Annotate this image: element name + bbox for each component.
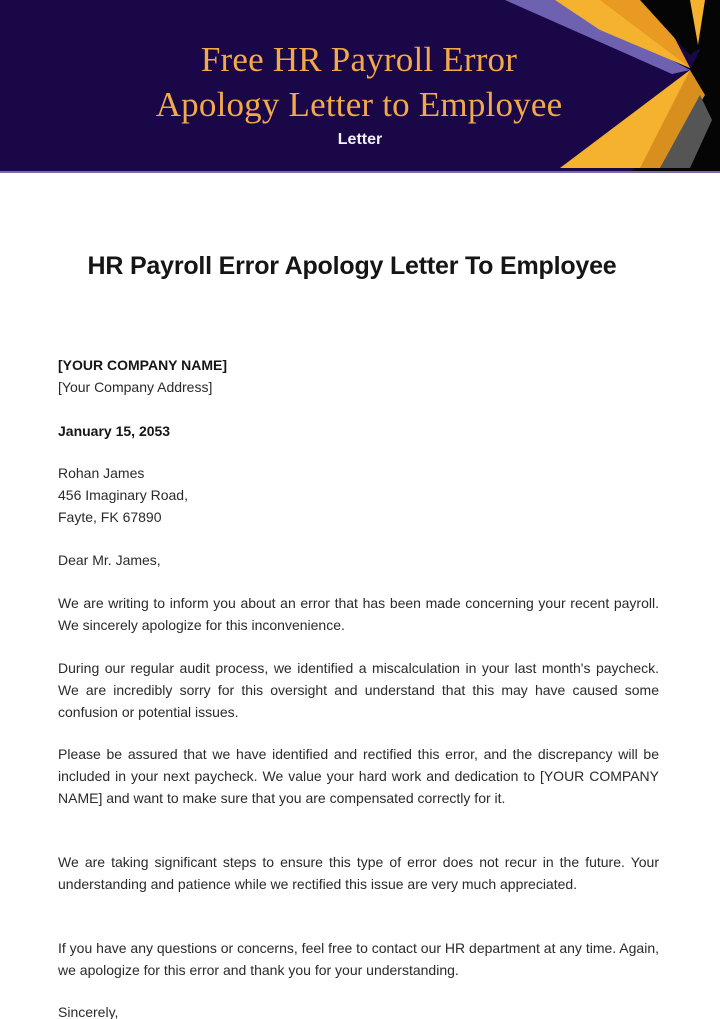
paragraph-1: We are writing to inform you about an error that has been made concerning your recent payroll. We sincerely apologize for this inconvenience. bbox=[58, 595, 659, 633]
banner-subtitle: Letter bbox=[337, 131, 383, 148]
banner-title bbox=[0, 37, 720, 127]
banner-title-line1: Free HR Payroll Error bbox=[200, 40, 518, 79]
salutation bbox=[58, 549, 659, 571]
paragraph-4: We are taking significant steps to ensure this type of error does not recur in the future. Your understanding and patience while we rectified this issue are very much appreciated. bbox=[58, 854, 659, 892]
header-banner bbox=[0, 0, 720, 173]
paragraph-2: During our regular audit process, we identified a miscalculation in your last month's paycheck. We are incredibly sorry for this oversight and understand that this may have caused some confusion or potential issues. bbox=[58, 660, 659, 720]
closing-text: Sincerely, bbox=[58, 1004, 119, 1019]
salutation-text: Dear Mr. James, bbox=[58, 552, 161, 568]
page-title: HR Payroll Error Apology Letter To Employee bbox=[87, 252, 617, 280]
company-name: [YOUR COMPANY NAME] bbox=[58, 357, 228, 373]
date-block bbox=[58, 420, 659, 442]
sender-block bbox=[58, 354, 659, 398]
paragraph-3: Please be assured that we have identified and rectified this error, and the discrepancy will be included in your next paycheck. We value your hard work and dedication to [YOUR COMPANY NAME] and want to make sure that you are compensated correctly for it. bbox=[58, 746, 659, 806]
letter-date: January 15, 2053 bbox=[58, 423, 171, 439]
recipient-address-line1: 456 Imaginary Road, bbox=[58, 487, 188, 503]
banner-title-line2: Apology Letter to Employee bbox=[155, 85, 563, 124]
closing bbox=[58, 1001, 659, 1019]
recipient-address-line2: Fayte, FK 67890 bbox=[58, 509, 162, 525]
paragraph-5: If you have any questions or concerns, feel free to contact our HR department at any time. Again, we apologize for this error and thank you for your understanding. bbox=[58, 940, 659, 978]
recipient-block bbox=[58, 462, 659, 528]
document-heading bbox=[58, 250, 658, 283]
recipient-name: Rohan James bbox=[58, 465, 145, 481]
company-address: [Your Company Address] bbox=[58, 379, 213, 395]
